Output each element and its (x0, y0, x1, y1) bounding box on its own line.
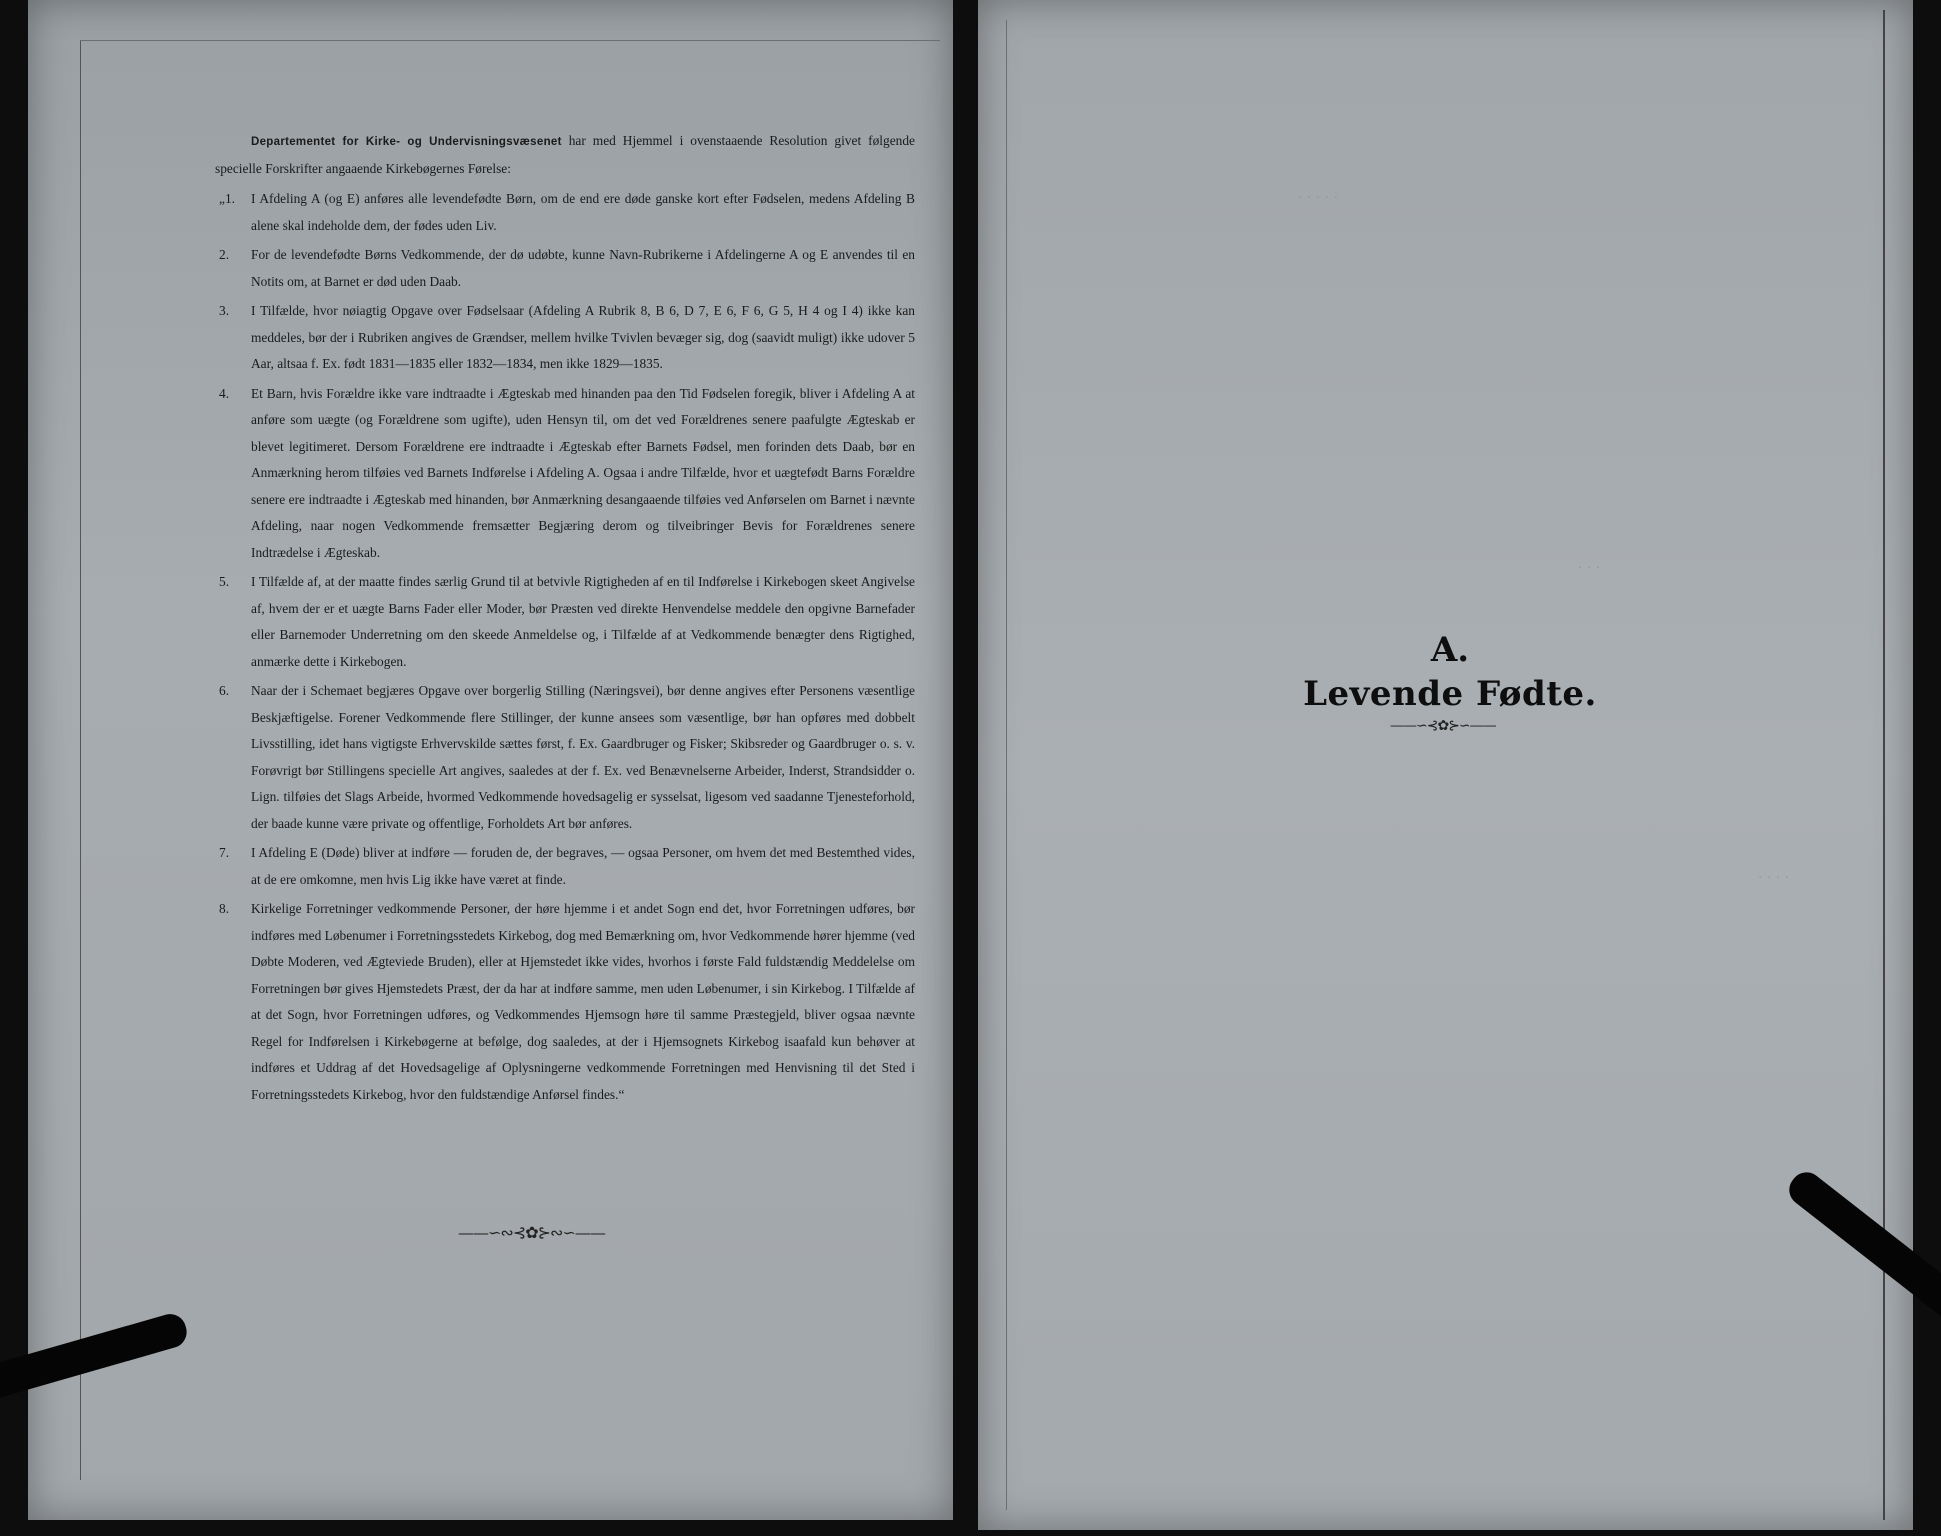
item-text: Naar der i Schemaet begjæres Opgave over borgerlig Stilling (Næringsvei), bør denne angives efter Personens væsentlige Beskjæftigelse. Forener Vedkommende flere Stillinger, der kunne ansees som væsentlige, bør han opføres med dobbelt Livsstilling, idet hans vigtigste Erhvervskilde sættes først, f. Ex. Gaardbruger og Fisker; Skibsreder og Gaardbruger o. s. v. Forøvrigt bør Stillingens specielle Art angives, saaledes at der f. Ex. ved Benævnelserne Arbeider, Inderst, Strandsidder o. Lign. tilføies det Slags Arbeide, hvormed Vedkommende hovedsagelig er sysselsat, ligesom ved saadanne Tjenesteforhold, der baade kunne være private og offentlige, Forholdets Art bør anføres. (251, 683, 915, 831)
item-text: I Tilfælde, hvor nøiagtig Opgave over Fødselsaar (Afdeling A Rubrik 8, B 6, D 7, E 6, F 6, G 5, H 4 og I 4) ikke kan meddeles, bør der i Rubriken angives de Grændser, mellem hvilke Tvivlen bevæger sig, dog (saavidt muligt) ikke udover 5 Aar, altsaa f. Ex. født 1831—1835 eller 1832—1834, men ikke 1829—1835. (251, 303, 915, 371)
list-item (215, 298, 915, 378)
ornament-divider: ——∽∾⊰✿⊱∾∽—— (458, 1223, 605, 1242)
item-number: 8. (219, 901, 230, 916)
list-item (215, 569, 915, 675)
item-number: 5. (219, 574, 230, 589)
item-number: 7. (219, 845, 230, 860)
regulations-text (215, 128, 915, 1111)
top-margin-rule (80, 40, 940, 41)
item-text: I Afdeling A (og E) anføres alle levendefødte Børn, om de end ere døde ganske kort efter Fødselen, medens Afdeling B alene skal indeholde dem, der fødes uden Liv. (251, 191, 915, 233)
list-item (215, 381, 915, 567)
section-letter: A. (1430, 630, 1470, 670)
bleed-through-text: · · · · · (1298, 190, 1339, 206)
intro-rest: har med Hjemmel i ovenstaaende Resolution givet følgende specielle Forskrifter angaaende Kirkebøgernes Førelse: (215, 133, 915, 176)
list-item (215, 896, 915, 1108)
right-edge-rule (1883, 10, 1885, 1520)
list-item (215, 840, 915, 893)
item-number: 6. (219, 683, 230, 698)
item-number: „1. (219, 191, 235, 206)
list-item (215, 678, 915, 837)
item-text: I Afdeling E (Døde) bliver at indføre — foruden de, der begraves, — ogsaa Personer, om hvem det med Bestemthed vides, at de ere omkomne, men hvis Lig ikke have været at finde. (251, 845, 915, 887)
item-text: For de levendefødte Børns Vedkommende, der dø udøbte, kunne Navn-Rubrikerne i Afdelingerne A og E anvendes til en Notits om, at Barnet er død uden Daab. (251, 247, 915, 289)
item-text: Kirkelige Forretninger vedkommende Personer, der høre hjemme i et andet Sogn end det, hvor Forretningen udføres, bør indføres med Løbenumer i Forretningsstedets Kirkebog, dog med Bemærkning om, hvor Vedkommende hører hjemme (ved Døbte Moderen, ved Ægteviede Bruden), eller at Hjemstedet ikke vides, hvorhos i første Fald fuldstændig Meddelelse om Forretningen bør gives Hjemstedets Præst, der da har at indføre samme, men uden Løbenumer, i sin Kirkebog. I Tilfælde af at det Sogn, hvor Forretningen udføres, og Vedkommendes Hjemsogn høre til samme Præstegjeld, bliver ogsaa nævnte Regel for Indførelsen i Kirkebøgerne at befølge, dog saaledes, at der i Hjemsognets Kirkebog isaafald kun behøver at indføres et Uddrag af det Hovedsagelige af Oplysningerne vedkommende Forretningen med Henvisning til det Sted i Forretningsstedets Kirkebog, hvor den fuldstændige Anførsel findes.“ (251, 901, 915, 1102)
intro-paragraph (215, 128, 915, 182)
bleed-through-text: · · · (1578, 560, 1601, 576)
item-text: I Tilfælde af, at der maatte findes særlig Grund til at betvivle Rigtigheden af en til Indførelse i Kirkebogen skeet Angivelse af, hvem der er et uægte Barns Fader eller Moder, bør Præsten ved direkte Henvendelse meddele den opgivne Barnefader eller Barnemoder Underretning om den skeede Anmeldelse og, i Tilfælde af at Vedkommende benægter dens Rigtighed, anmærke dette i Kirkebogen. (251, 574, 915, 669)
bleed-through-text: · · · · (1758, 870, 1790, 886)
item-number: 3. (219, 303, 230, 318)
item-number: 2. (219, 247, 230, 262)
left-margin-rule (80, 40, 81, 1480)
right-page (978, 0, 1913, 1530)
list-item (215, 242, 915, 295)
ornament-divider: ——∽⊰✿⊱∽—— (1390, 718, 1496, 734)
list-item (215, 186, 915, 239)
right-margin-rule (1006, 20, 1007, 1510)
item-number: 4. (219, 385, 230, 401)
rules-list (215, 186, 915, 1108)
intro-bold: Departementet for Kirke- og Undervisningsvæsenet (251, 136, 562, 148)
item-text: Et Barn, hvis Forældre ikke vare indtraadte i Ægteskab med hinanden paa den Tid Fødselen foregik, bliver i Afdeling A at anføre som uægte (og Forældrene som ugifte), uden Hensyn til, om det ved Forældrenes senere paafulgte Ægteskab er blevet legitimeret. Dersom Forældrene ere indtraadte i Ægteskab efter Barnets Fødsel, men forinden dets Daab, bør en Anmærkning herom tilføies ved Barnets Indførelse i Afdeling A. Ogsaa i andre Tilfælde, hvor et uægtefødt Barns Forældre senere ere indtraadte i Ægteskab med hinanden, bør Anmærkning desangaaende tilføies ved Anførselen om Barnet i nævnte Afdeling, naar nogen Vedkommende fremsætter Begjæring derom og tilveibringer Bevis for Forældrenes senere Indtrædelse i Ægteskab. (251, 385, 915, 560)
section-title: Levende Fødte. (1303, 674, 1597, 714)
section-heading (1300, 628, 1600, 716)
